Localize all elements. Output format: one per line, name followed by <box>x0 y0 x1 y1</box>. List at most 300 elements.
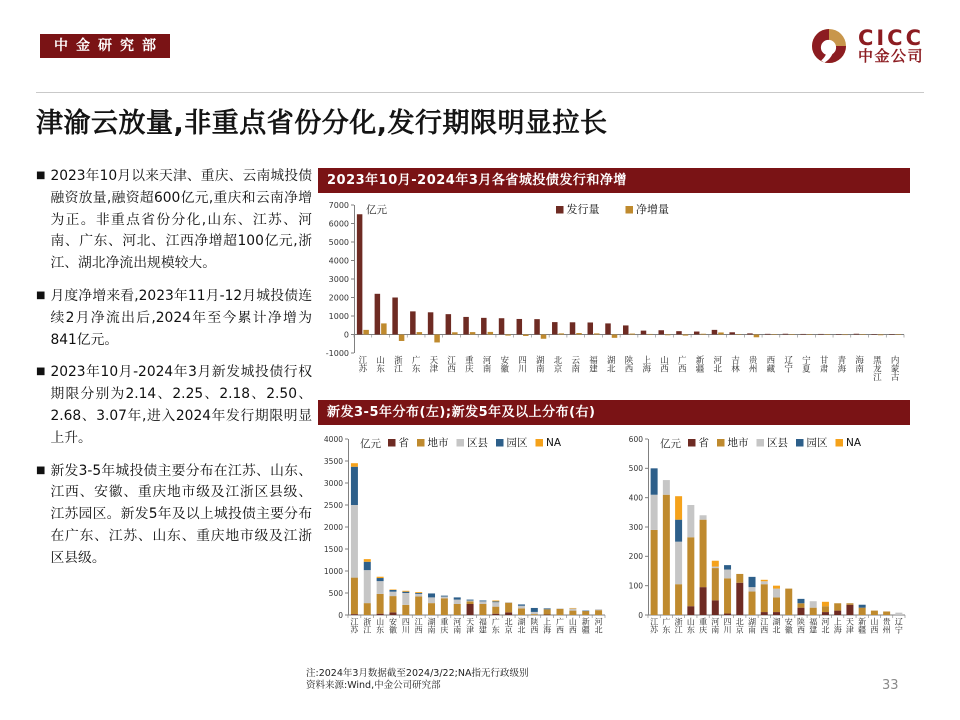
x-axis-label: 宁夏 <box>802 356 811 375</box>
x-axis-label: 广东 <box>662 617 671 635</box>
bar-净增量 <box>878 335 884 336</box>
panel-header-issuance: 2023年10月-2024年3月各省城投债发行和净增 <box>318 168 910 193</box>
stack-地市 <box>797 603 804 607</box>
page-number: 33 <box>882 678 899 693</box>
bar-净增量 <box>399 335 405 341</box>
stack-园区 <box>364 562 371 570</box>
stack-地市 <box>351 578 358 615</box>
x-axis-label: 广西 <box>556 617 565 635</box>
bar-净增量 <box>683 335 689 336</box>
y-tick-label: 600 <box>628 434 643 444</box>
stack-地市 <box>544 609 551 614</box>
x-axis-label: 湖北 <box>772 617 781 635</box>
stack-地市 <box>700 520 707 587</box>
stack-省 <box>687 606 694 615</box>
x-axis-label: 山西 <box>660 356 669 375</box>
stack-省 <box>724 614 731 615</box>
stack-地市 <box>736 574 743 583</box>
issuance-net-increase-chart <box>318 193 910 393</box>
bar-净增量 <box>434 335 440 343</box>
cicc-logo-icon <box>809 26 849 66</box>
stack-园区 <box>651 468 658 494</box>
legend-swatch <box>796 439 804 447</box>
legend-swatch <box>626 206 634 214</box>
bar-净增量 <box>754 335 760 338</box>
bar-净增量 <box>647 334 653 335</box>
x-axis-label: 湖北 <box>517 617 526 635</box>
x-axis-label: 湖南 <box>536 356 545 375</box>
bar-发行量 <box>676 331 682 334</box>
x-axis-label: 贵州 <box>882 617 891 635</box>
x-axis-label: 新疆 <box>858 617 867 635</box>
stack-地市 <box>441 598 448 615</box>
bar-净增量 <box>825 335 831 336</box>
stack-园区 <box>797 599 804 603</box>
y-tick-label: 0 <box>638 610 643 620</box>
bar-发行量 <box>446 314 452 334</box>
legend-label: 净增量 <box>636 203 669 216</box>
bar-净增量 <box>842 335 848 336</box>
bar-净增量 <box>896 334 902 335</box>
x-axis-label: 湖北 <box>607 356 616 375</box>
bar-净增量 <box>860 334 866 335</box>
x-axis-label: 云南 <box>571 356 581 375</box>
stack-区县 <box>773 589 780 598</box>
stack-省 <box>505 612 512 615</box>
stack-区县 <box>377 581 384 594</box>
stack-省 <box>712 600 719 615</box>
bar-发行量 <box>836 334 842 335</box>
bar-净增量 <box>789 335 795 336</box>
stack-园区 <box>428 593 435 597</box>
stack-省 <box>822 612 829 615</box>
stack-区县 <box>351 505 358 578</box>
stack-区县 <box>749 587 756 591</box>
stack-区县 <box>675 542 682 585</box>
y-tick-label: 400 <box>628 493 643 503</box>
x-axis-label: 辽宁 <box>894 617 903 635</box>
x-axis-label: 山东 <box>686 617 695 635</box>
stack-地市 <box>364 603 371 615</box>
stack-区县 <box>454 600 461 604</box>
stack-地市 <box>479 604 486 615</box>
unit-label: 亿元 <box>360 438 381 450</box>
bullet-item <box>36 461 312 570</box>
x-axis-label: 西藏 <box>766 356 776 375</box>
y-tick-label: 0 <box>343 330 349 340</box>
stack-NA <box>492 600 499 601</box>
stack-区县 <box>557 608 564 609</box>
x-axis-label: 贵州 <box>748 356 758 375</box>
y-tick-label: 3000 <box>328 274 349 284</box>
legend-swatch <box>717 439 725 447</box>
stack-NA <box>675 496 682 519</box>
bar-净增量 <box>541 335 547 339</box>
x-axis-label: 浙江 <box>674 617 683 635</box>
stack-地市 <box>582 611 589 615</box>
legend-label: 省 <box>698 437 709 449</box>
bar-发行量 <box>729 332 735 334</box>
bar-发行量 <box>747 333 753 334</box>
bar-发行量 <box>641 331 647 335</box>
bar-发行量 <box>658 330 664 334</box>
cicc-logo <box>809 26 924 66</box>
stack-区县 <box>479 601 486 604</box>
stack-地市 <box>389 596 396 612</box>
stack-地市 <box>454 604 461 615</box>
y-tick-label: 2500 <box>323 500 343 510</box>
stack-园区 <box>675 520 682 542</box>
bar-发行量 <box>357 214 363 334</box>
stack-省 <box>377 614 384 615</box>
legend-label: 区县 <box>767 437 788 449</box>
stack-区县 <box>441 597 448 599</box>
x-axis-label: 河南 <box>453 617 462 635</box>
stack-园区 <box>582 611 589 612</box>
y-tick-label: 1000 <box>323 566 343 576</box>
stack-地市 <box>415 597 422 615</box>
stack-园区 <box>377 578 384 581</box>
x-axis-label: 上海 <box>543 617 552 635</box>
stack-区县 <box>402 593 409 605</box>
bar-发行量 <box>694 332 700 335</box>
stack-地市 <box>557 609 564 615</box>
logo-brand-cn: 中金公司 <box>857 47 924 66</box>
bar-净增量 <box>363 330 369 335</box>
bar-发行量 <box>517 319 523 335</box>
stack-地市 <box>883 611 890 615</box>
bar-发行量 <box>570 322 576 334</box>
x-axis-label: 四川 <box>518 356 527 375</box>
stack-区县 <box>415 594 422 597</box>
y-tick-label: 6000 <box>328 219 349 229</box>
cicc-logo-text <box>858 27 924 65</box>
bar-发行量 <box>623 325 629 334</box>
legend-swatch <box>757 439 765 447</box>
bar-发行量 <box>375 294 381 335</box>
x-axis-label: 江西 <box>760 617 769 635</box>
x-axis-label: 新疆 <box>695 356 705 375</box>
stack-地市 <box>724 578 731 613</box>
bar-发行量 <box>392 298 398 335</box>
header-divider <box>36 92 924 93</box>
stack-区县 <box>712 567 719 568</box>
bar-净增量 <box>718 332 724 334</box>
y-tick-label: 4000 <box>323 434 343 444</box>
x-axis-label: 重庆 <box>465 356 474 375</box>
y-tick-label: 500 <box>628 464 643 474</box>
stack-区县 <box>492 602 499 606</box>
stack-地市 <box>846 603 853 604</box>
y-tick-label: 3500 <box>323 456 343 466</box>
bar-净增量 <box>594 333 600 334</box>
stack-区县 <box>595 609 602 610</box>
panel-header-maturity: 新发3-5年分布(左);新发5年及以上分布(右) <box>318 400 910 425</box>
x-axis-label: 天津 <box>429 356 439 375</box>
stack-NA <box>377 577 384 578</box>
stack-地市 <box>518 608 525 615</box>
stack-NA <box>364 559 371 562</box>
stack-地市 <box>749 592 756 615</box>
x-axis-label: 内蒙古 <box>890 356 900 383</box>
stack-地市 <box>428 603 435 615</box>
x-axis-label: 四川 <box>401 617 410 635</box>
bullet-list <box>36 166 312 570</box>
stack-地市 <box>712 568 719 600</box>
x-axis-label: 北京 <box>504 617 513 635</box>
y-tick-label: 0 <box>338 610 343 620</box>
x-axis-label: 黑龙江 <box>873 356 882 383</box>
bar-净增量 <box>576 333 582 334</box>
stack-区县 <box>467 600 474 601</box>
x-axis-label: 河北 <box>594 617 603 635</box>
legend-swatch <box>417 439 425 447</box>
logo-brand-en: CICC <box>857 26 924 51</box>
stack-地市 <box>859 608 866 615</box>
stack-地市 <box>785 589 792 615</box>
bar-净增量 <box>381 323 387 334</box>
bullet-item <box>36 166 312 275</box>
stack-NA <box>822 602 829 606</box>
new-5yrplus-distribution-chart <box>618 425 910 657</box>
research-dept-badge: 中金研究部 <box>40 34 170 58</box>
stack-区县 <box>505 602 512 603</box>
stack-NA <box>351 463 358 467</box>
y-tick-label: 300 <box>628 522 643 532</box>
stack-区县 <box>364 570 371 603</box>
stack-省 <box>492 614 499 615</box>
x-axis-label: 山东 <box>376 617 385 635</box>
bar-发行量 <box>552 322 558 334</box>
y-tick-label: 1500 <box>323 544 343 554</box>
stack-园区 <box>351 467 358 505</box>
x-axis-label: 广东 <box>491 617 500 635</box>
bar-发行量 <box>588 322 594 334</box>
bar-净增量 <box>559 333 565 334</box>
stack-NA <box>389 589 396 590</box>
x-axis-label: 上海 <box>642 356 651 375</box>
bar-发行量 <box>605 323 611 334</box>
y-tick-label: 2000 <box>323 522 343 532</box>
stack-园区 <box>454 597 461 599</box>
stack-地市 <box>505 603 512 613</box>
page-title: 津渝云放量,非重点省份分化,发行期限明显拉长 <box>36 108 608 139</box>
stack-省 <box>773 612 780 615</box>
y-tick-label: 100 <box>628 581 643 591</box>
stack-地市 <box>687 537 694 606</box>
stack-区县 <box>569 608 576 610</box>
x-axis-label: 福建 <box>589 356 598 375</box>
x-axis-label: 四川 <box>723 617 732 635</box>
stack-地市 <box>871 611 878 615</box>
source-line: 资料来源:Wind,中金公司研究部 <box>306 680 441 692</box>
stack-省 <box>351 614 358 615</box>
stack-地市 <box>761 584 768 612</box>
bar-发行量 <box>428 312 434 334</box>
bar-发行量 <box>410 311 416 334</box>
stack-园区 <box>479 600 486 601</box>
stack-园区 <box>441 596 448 597</box>
summary-column <box>36 166 312 581</box>
bar-净增量 <box>523 335 529 336</box>
stack-区县 <box>518 606 525 609</box>
stack-区县 <box>700 515 707 519</box>
stack-NA <box>773 586 780 589</box>
bar-净增量 <box>630 334 636 335</box>
stack-区县 <box>389 592 396 596</box>
bar-净增量 <box>505 335 511 336</box>
panel-maturity-distribution <box>318 400 910 657</box>
stack-地市 <box>569 611 576 615</box>
stack-NA <box>415 592 422 593</box>
bar-发行量 <box>499 318 505 334</box>
x-axis-label: 辽宁 <box>784 356 793 375</box>
stack-地市 <box>595 610 602 615</box>
stack-地市 <box>675 584 682 615</box>
y-tick-label: 200 <box>628 552 643 562</box>
legend-swatch <box>496 439 504 447</box>
stack-园区 <box>415 593 422 594</box>
bar-净增量 <box>488 332 494 335</box>
legend-label: NA <box>846 437 862 449</box>
bar-发行量 <box>800 334 806 335</box>
stack-地市 <box>822 606 829 612</box>
unit-label: 亿元 <box>660 438 681 450</box>
x-axis-label: 江苏 <box>350 617 359 635</box>
stack-区县 <box>428 597 435 603</box>
x-axis-label: 海南 <box>855 356 864 375</box>
footnote-line: 注:2024年3月数据截至2024/3/22;NA指无行政级别 <box>306 668 529 679</box>
bar-净增量 <box>452 332 458 334</box>
y-tick-label: 3000 <box>323 478 343 488</box>
stack-地市 <box>492 607 499 614</box>
stack-省 <box>467 604 474 615</box>
stack-区县 <box>651 495 658 530</box>
stack-地市 <box>651 530 658 615</box>
unit-label: 亿元 <box>366 204 387 216</box>
stack-地市 <box>402 605 409 615</box>
stack-园区 <box>531 608 538 612</box>
x-axis-label: 湖南 <box>748 617 757 635</box>
x-axis-label: 陕西 <box>796 617 805 635</box>
bullet-text: ■ 2023年10月-2024年3月新发城投债行权期限分别为2.14、2.25、2.18、2.50、2.68、3.07年,进入2024年发行期限明显上升。 <box>50 364 312 446</box>
bar-净增量 <box>417 332 423 334</box>
bar-发行量 <box>463 317 469 335</box>
x-axis-label: 北京 <box>553 356 563 375</box>
x-axis-label: 新疆 <box>581 617 590 635</box>
bar-净增量 <box>736 334 742 335</box>
x-axis-label: 天津 <box>466 617 475 635</box>
legend-label: 省 <box>398 437 409 449</box>
stack-区县 <box>687 505 694 537</box>
bar-净增量 <box>665 335 671 336</box>
stack-园区 <box>544 608 551 609</box>
x-axis-label: 上海 <box>833 617 842 635</box>
legend-label: 区县 <box>467 437 488 449</box>
bullet-text: ■ 月度净增来看,2023年11月-12月城投债连续2月净流出后,2024年至今累计净增为841亿元。 <box>50 287 312 348</box>
y-tick-label: -1000 <box>325 348 349 358</box>
stack-地市 <box>810 608 817 615</box>
stack-NA <box>569 608 576 609</box>
new-3to5yr-distribution-chart <box>318 425 610 657</box>
x-axis-label: 浙江 <box>394 356 403 375</box>
legend-label: 地市 <box>427 437 449 449</box>
panel-issuance-net-increase <box>318 168 910 393</box>
charts-column <box>318 168 910 664</box>
legend-label: 园区 <box>506 437 528 449</box>
stack-NA <box>712 561 719 567</box>
stack-区县 <box>663 480 670 495</box>
x-axis-label: 山东 <box>376 356 385 375</box>
stack-地市 <box>773 597 780 612</box>
x-axis-label: 山西 <box>870 617 879 635</box>
x-axis-label: 江苏 <box>358 356 368 375</box>
x-axis-label: 江西 <box>447 356 456 375</box>
x-axis-label: 陕西 <box>530 617 539 635</box>
legend-label: 发行量 <box>566 203 600 216</box>
footnotes <box>306 668 528 693</box>
x-axis-label: 广东 <box>411 356 421 375</box>
stack-区县 <box>810 601 817 607</box>
stack-地市 <box>467 601 474 604</box>
stack-园区 <box>859 605 866 608</box>
y-tick-label: 4000 <box>328 256 349 266</box>
x-axis-label: 青海 <box>837 356 847 375</box>
bar-发行量 <box>818 334 824 335</box>
stack-NA <box>402 591 409 592</box>
x-axis-label: 安徽 <box>388 617 397 635</box>
bar-发行量 <box>712 330 718 335</box>
x-axis-label: 重庆 <box>699 617 708 635</box>
legend-label: 地市 <box>727 437 749 449</box>
bar-发行量 <box>854 334 860 335</box>
stack-省 <box>834 611 841 615</box>
x-axis-label: 福建 <box>478 617 487 635</box>
maturity-charts-row <box>318 425 910 657</box>
x-axis-label: 山西 <box>568 617 577 635</box>
x-axis-label: 湖南 <box>427 617 436 635</box>
bar-净增量 <box>470 332 476 334</box>
legend-swatch <box>388 439 396 447</box>
legend-swatch <box>536 439 544 447</box>
y-tick-label: 2000 <box>328 293 349 303</box>
stack-省 <box>846 605 853 615</box>
stack-园区 <box>724 565 731 569</box>
y-tick-label: 7000 <box>328 200 349 210</box>
stack-园区 <box>467 600 474 601</box>
stack-省 <box>700 587 707 615</box>
stack-园区 <box>389 590 396 592</box>
x-axis-label: 安徽 <box>784 617 793 635</box>
x-axis-label: 河南 <box>482 356 492 375</box>
y-tick-label: 500 <box>328 588 343 598</box>
bar-净增量 <box>807 334 813 335</box>
stack-地市 <box>377 594 384 614</box>
x-axis-label: 浙江 <box>363 617 372 635</box>
stack-区县 <box>531 612 538 614</box>
stack-省 <box>736 583 743 615</box>
stack-区县 <box>724 570 731 579</box>
bar-净增量 <box>700 334 706 335</box>
bar-发行量 <box>765 334 771 335</box>
stack-地市 <box>531 614 538 615</box>
stack-区县 <box>895 613 902 615</box>
x-axis-label: 河南 <box>711 617 720 635</box>
x-axis-label: 江西 <box>414 617 423 635</box>
legend-swatch <box>688 439 696 447</box>
x-axis-label: 江苏 <box>650 617 659 635</box>
x-axis-label: 安徽 <box>500 356 510 375</box>
